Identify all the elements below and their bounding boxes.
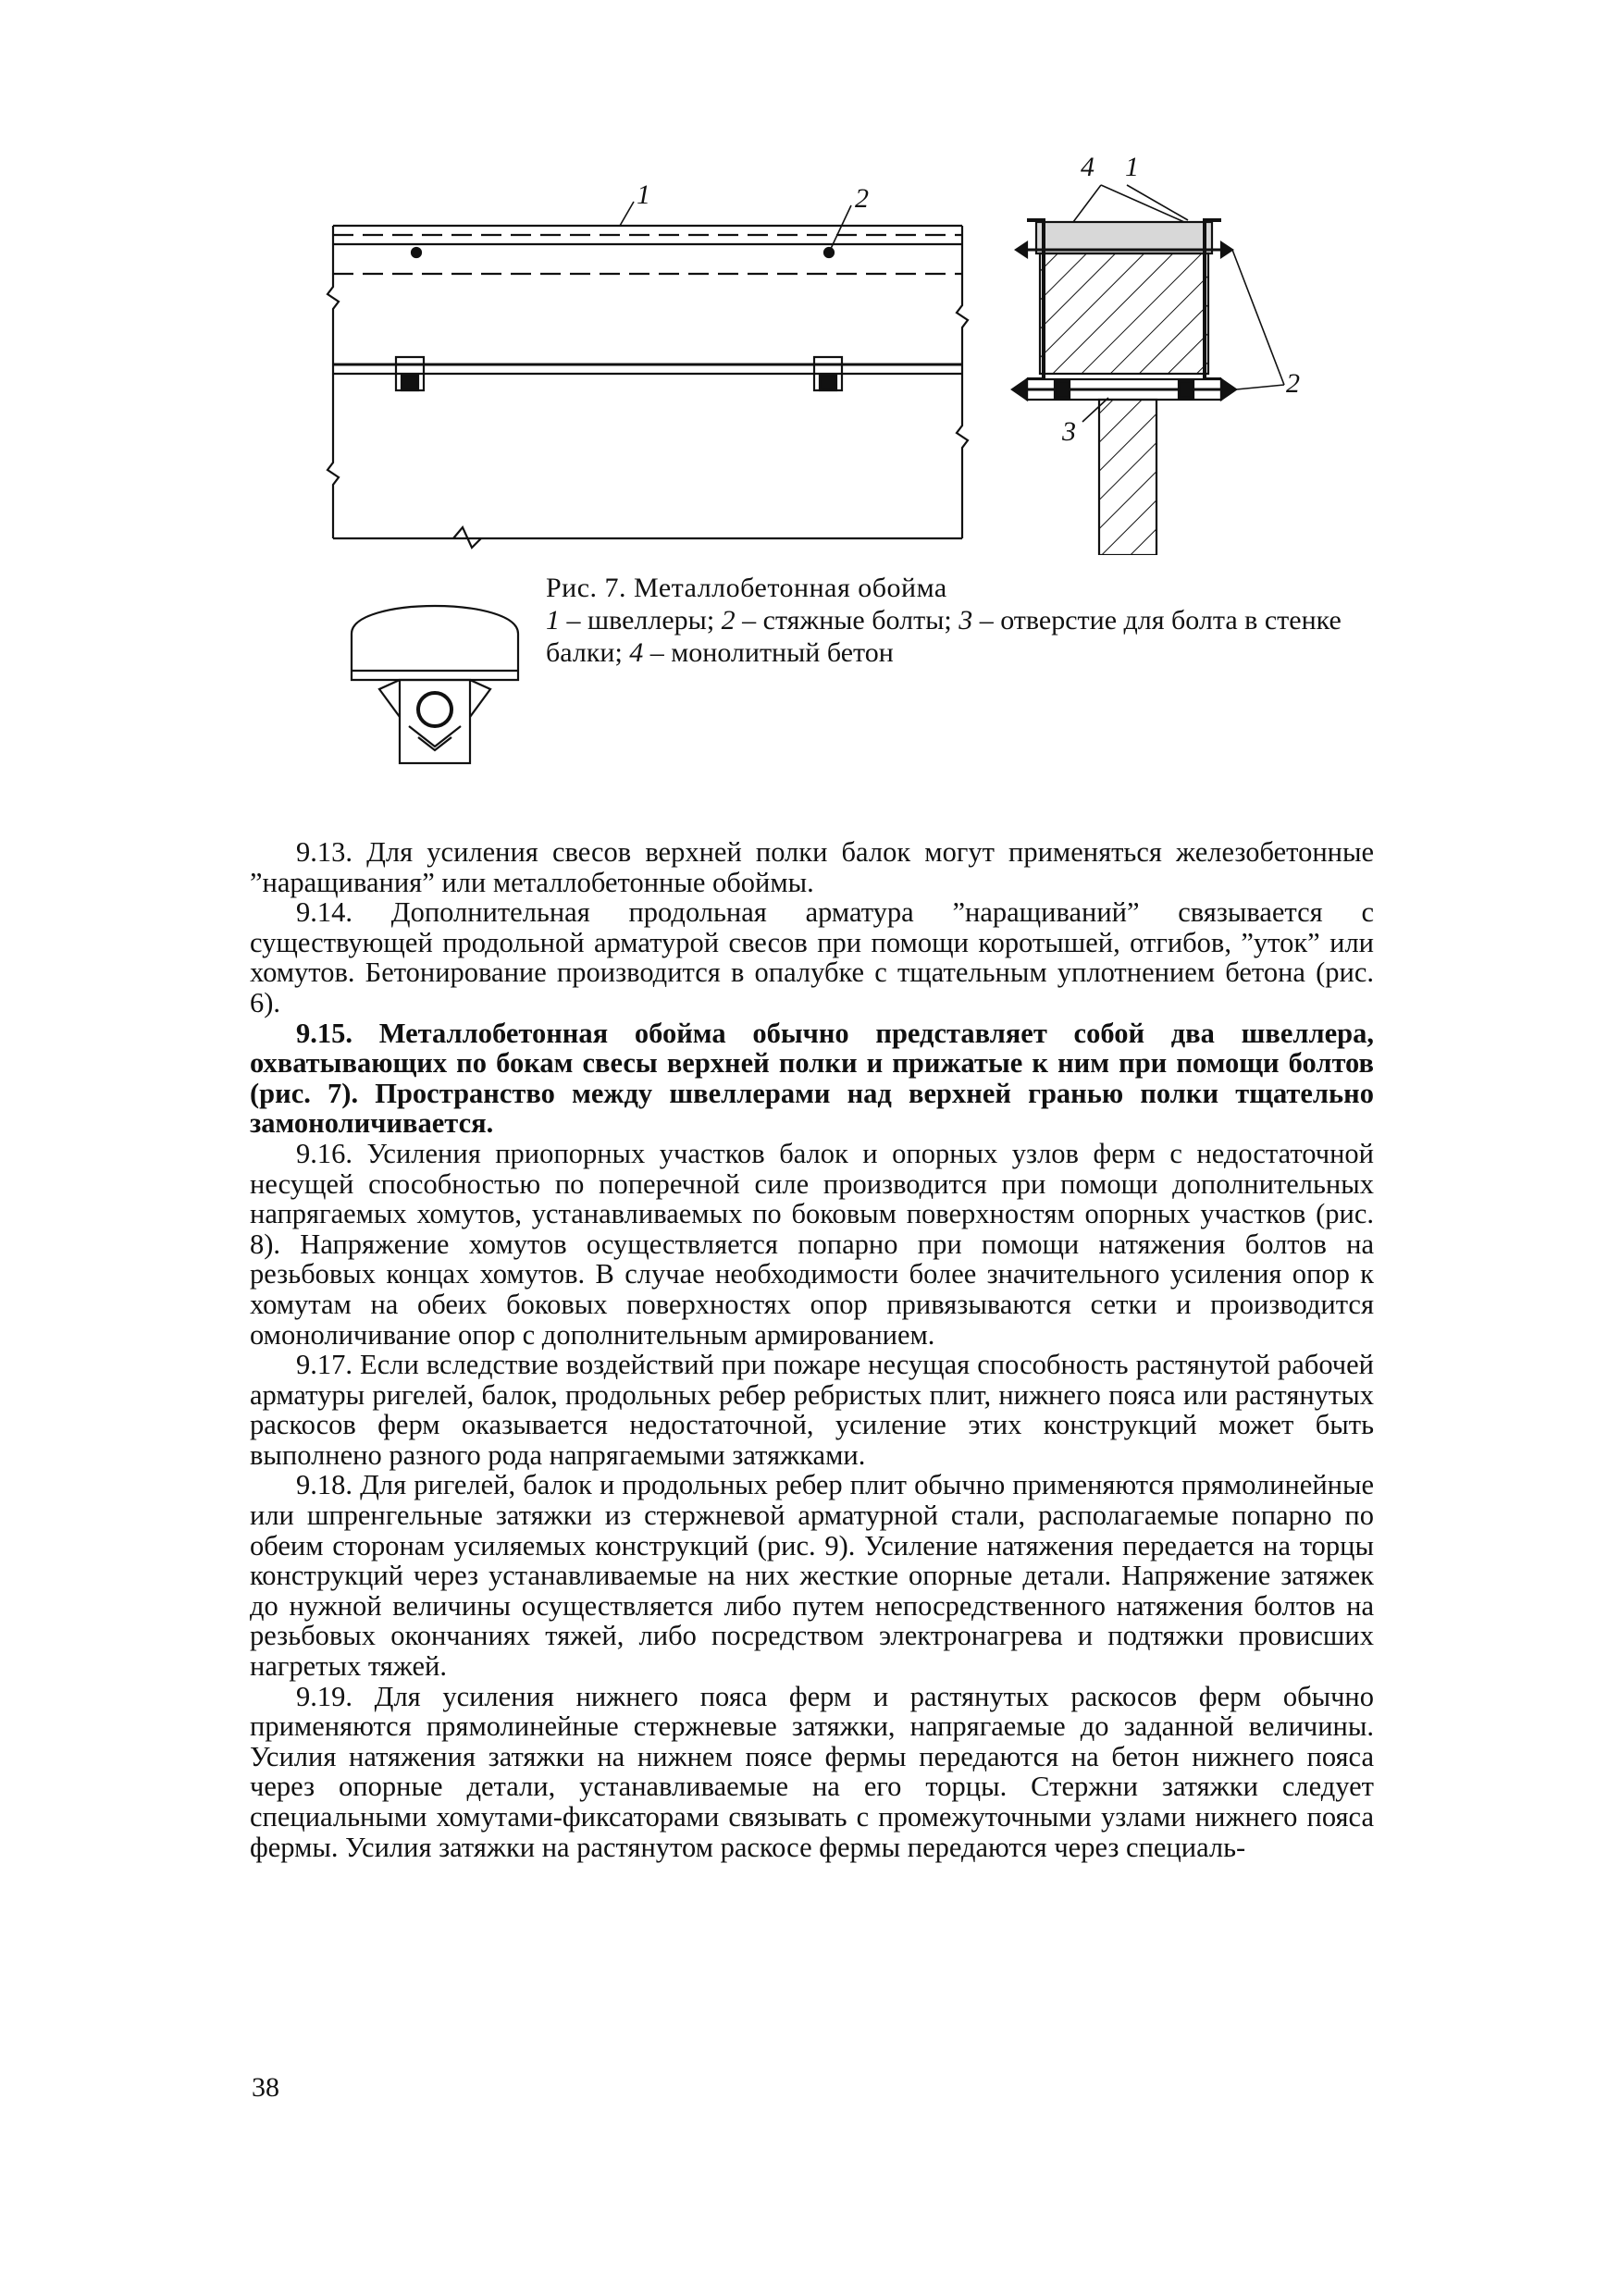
- body-text: [250, 837, 1374, 1862]
- caption-legend: [546, 604, 1342, 669]
- legend-num: 2: [721, 605, 736, 636]
- paragraph-9-18: 9.18. Для ригелей, балок и продольных ребер плит обычно применяются прямолинейные или шпренгельные затяжки из стержневой арматурной стали, располагаемые попарно по обеим сторонам усиляемых конструкций (рис. 9). Усиление натяжения передается на торцы конструкций через устанавливаемые на них жесткие опорные детали. Напряжение затяжек до нужной величины осуществляется либо путем непосредственного натяжения болтов на резьбовых окончаниях тяжей, либо посредством электронагрева и подтяжки провисших нагретых тяжей.: [250, 1469, 1374, 1683]
- page-number: 38: [252, 2072, 279, 2103]
- figure-elevation-view: [315, 185, 981, 555]
- label-channel-elevation: 1: [637, 185, 650, 210]
- paragraph-9-15: 9.15. Металлобетонная обойма обычно представляет собой два швеллера, охватывающих по бокам свесы верхней полки и прижатые к ним при помощи болтов (рис. 7). Пространство между швеллерами над верхней гранью полки тщательно замоноличивается.: [250, 1017, 1374, 1140]
- caption-title: Рис. 7. Металлобетонная обойма: [546, 573, 947, 603]
- paragraph-9-16: 9.16. Усиления приопорных участков балок и опорных узлов ферм с недостаточной несущей способностью по поперечной силе производится при помощи дополнительных напрягаемых хомутов, устанавливаемых по боковым поверхностям опорных участков (рис. 8). Напряжение хомутов осуществляется попарно при помощи натяжения болтов на резьбовых концах хомутов. В случае необходимости более значительного усиления опор к хомутам на обеих боковых поверхностях опор привязываются сетки и производится омоноличивание опор с дополнительным армированием.: [250, 1137, 1374, 1351]
- legend-num: 4: [629, 637, 644, 668]
- paragraph-9-17: 9.17. Если вследствие воздействий при пожаре несущая способность растянутой рабочей арматуры ригелей, балок, продольных ребер ребристых плит, нижнего пояса или растянутых раскосов ферм оказывается недостаточной, усиление этих конструкций может быть выполнено разного рода напрягаемыми затяжками.: [250, 1349, 1374, 1471]
- legend-num: 3: [958, 605, 973, 636]
- legend-text: – отверстие для болта в стенке балки;: [546, 605, 1342, 668]
- label-channel-section: 1: [1125, 152, 1139, 182]
- paragraph-9-14: 9.14. Дополнительная продольная арматура ”наращиваний” связывается с существующей продольной арматурой свесов при помощи коротышей, отгибов, ”уток” или хомутов. Бетонирование производится в опалубке с тщательным уплотнением бетона (рис. 6).: [250, 896, 1374, 1018]
- legend-text: – стяжные болты;: [735, 605, 959, 636]
- figure-detail-view: [342, 578, 527, 772]
- legend-text: – швеллеры;: [560, 605, 722, 636]
- label-hole-section: 3: [1062, 416, 1076, 447]
- label-bolt-elevation: 2: [855, 185, 869, 214]
- figure-cross-section: [990, 148, 1323, 555]
- paragraph-9-13: 9.13. Для усиления свесов верхней полки балок могут применяться железобетонные ”наращивания” или металлобетонные обоймы.: [250, 836, 1374, 898]
- label-bolt-section: 2: [1286, 368, 1300, 399]
- legend-text: – монолитный бетон: [643, 637, 894, 668]
- legend-num: 1: [546, 605, 560, 636]
- paragraph-9-19: 9.19. Для усиления нижнего пояса ферм и растянутых раскосов ферм обычно применяются прямолинейные стержневые затяжки, напрягаемые до заданной величины. Усилия натяжения затяжки на нижнем поясе фермы передаются на бетон нижнего пояса через опорные детали, устанавливаемые на его торцы. Стержни затяжки следует специальными хомутами-фиксаторами связывать с промежуточными узлами нижнего пояса фермы. Усилия затяжки на растянутом раскосе фермы передаются через специаль-: [250, 1680, 1374, 1863]
- label-concrete-section: 4: [1081, 152, 1094, 182]
- figure-caption: [546, 572, 1342, 669]
